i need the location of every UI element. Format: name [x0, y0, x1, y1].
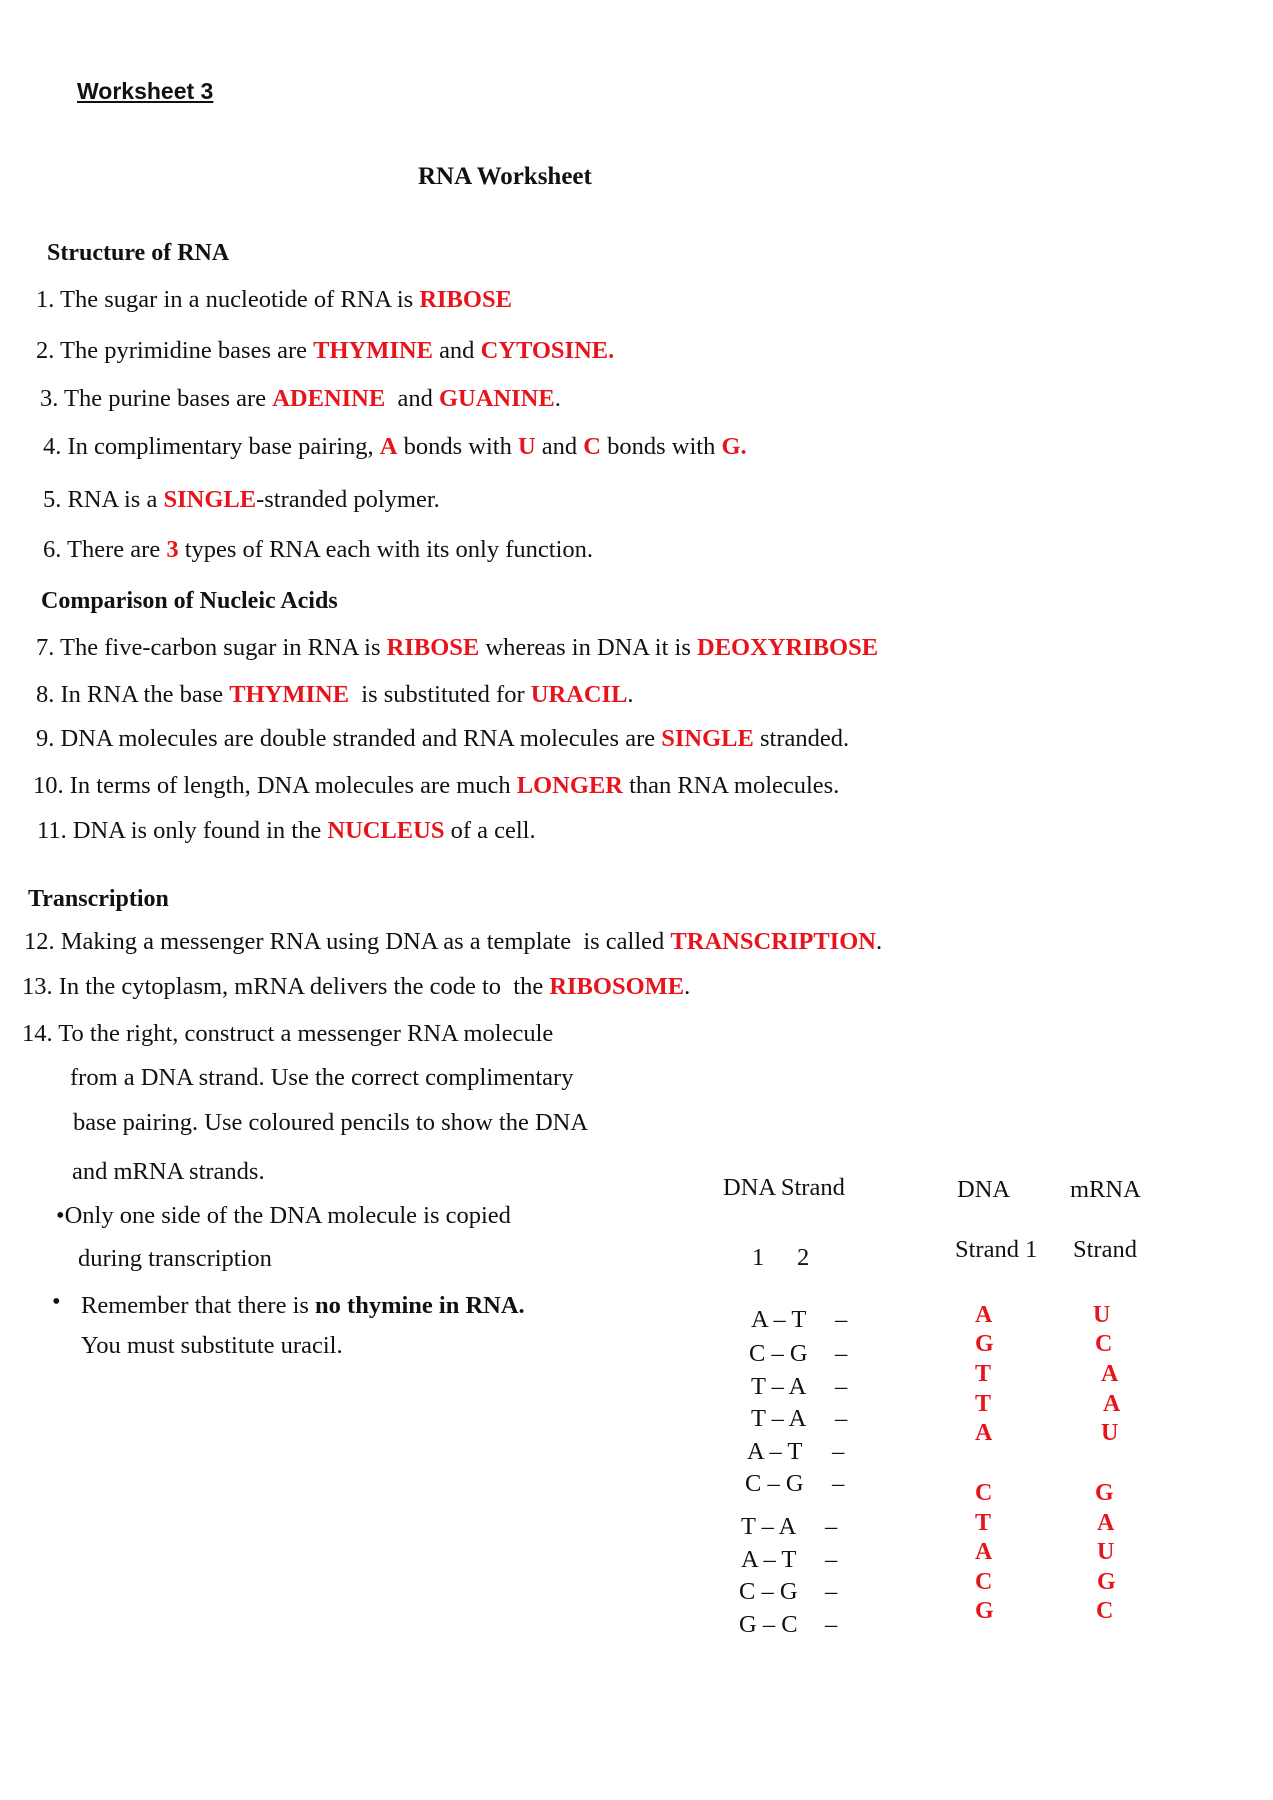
question-text: of a cell. [444, 817, 536, 844]
mrna-base: A [1097, 1510, 1115, 1536]
question-text: stranded. [753, 725, 850, 752]
base-pair: C – G [749, 1340, 808, 1367]
question-6 [43, 536, 593, 564]
question-2 [36, 337, 614, 365]
question-text: is substituted for [349, 681, 531, 708]
bullet-1-line-2: during transcription [78, 1245, 272, 1272]
question-text: whereas in DNA it is [479, 634, 697, 661]
dna-strand-1-base: C [975, 1569, 993, 1595]
answer: G. [721, 433, 747, 460]
section-transcription-heading: Transcription [28, 886, 169, 912]
question-text: 9. DNA molecules are double stranded and RNA molecules are [36, 725, 662, 752]
base-pair: T – A [751, 1405, 807, 1432]
table-header-dna: DNA [957, 1176, 1011, 1203]
blank-dash: – [835, 1306, 848, 1333]
question-text: 4. In complimentary base pairing, [43, 433, 380, 460]
answer: C [583, 433, 601, 460]
base-pair: C – G [745, 1470, 804, 1497]
answer: RIBOSE [419, 286, 512, 313]
mrna-base: U [1093, 1302, 1111, 1328]
question-text: types of RNA each with its only function. [178, 536, 594, 563]
question-text: and [432, 337, 481, 364]
question-4 [43, 433, 747, 461]
question-text: 10. In terms of length, DNA molecules are much [33, 772, 517, 799]
bullet-2-line-2: You must substitute uracil. [81, 1332, 343, 1359]
question-12 [24, 928, 882, 956]
section-comparison-heading: Comparison of Nucleic Acids [41, 588, 338, 614]
mrna-base: A [1103, 1391, 1121, 1417]
blank-dash: – [835, 1405, 848, 1432]
answer: DEOXYRIBOSE [697, 634, 879, 661]
question-text: 5. RNA is a [43, 486, 164, 513]
base-pair: A – T [747, 1438, 803, 1465]
dna-strand-1-base: G [975, 1598, 994, 1624]
answer: THYMINE [313, 337, 433, 364]
answer: SINGLE [163, 486, 257, 513]
section-structure-heading: Structure of RNA [47, 240, 230, 266]
dna-strand-1-base: A [975, 1539, 993, 1565]
answer: A [379, 433, 398, 460]
answer: NUCLEUS [327, 817, 445, 844]
mrna-base: C [1096, 1598, 1114, 1624]
table-header-strand-number-2: 2 [797, 1244, 810, 1271]
question-13 [22, 973, 690, 1001]
question-text: . [554, 385, 561, 412]
base-pair: G – C [739, 1611, 798, 1638]
question-text: 2. The pyrimidine bases are [36, 337, 314, 364]
question-text: than RNA molecules. [622, 772, 840, 799]
dna-strand-1-base: C [975, 1480, 993, 1506]
answer: 3 [166, 536, 179, 563]
blank-dash: – [832, 1470, 845, 1497]
question-11 [37, 817, 536, 845]
base-pair: T – A [751, 1373, 807, 1400]
question-9 [36, 725, 849, 753]
question-text: 7. The five-carbon sugar in RNA is [36, 634, 387, 661]
question-14-line-4: and mRNA strands. [72, 1158, 265, 1185]
dna-strand-1-base: A [975, 1420, 993, 1446]
mrna-base: C [1095, 1331, 1113, 1357]
question-text: 11. DNA is only found in the [37, 817, 328, 844]
mrna-base: U [1097, 1539, 1115, 1565]
blank-dash: – [825, 1611, 838, 1638]
mrna-base: U [1101, 1420, 1119, 1446]
answer: U [517, 433, 536, 460]
question-1 [36, 286, 512, 314]
question-text: 8. In RNA the base [36, 681, 230, 708]
bullet-bold-text: no thymine in RNA. [315, 1292, 525, 1319]
question-text: . [875, 928, 883, 955]
blank-dash: – [825, 1513, 838, 1540]
question-text: and [385, 385, 439, 412]
table-header-dna-strand: DNA Strand [723, 1174, 845, 1201]
question-text: 1. The sugar in a nucleotide of RNA is [36, 286, 420, 313]
question-14-line-2: from a DNA strand. Use the correct complimentary [70, 1064, 574, 1091]
question-14-line-3: base pairing. Use coloured pencils to show the DNA [73, 1109, 589, 1136]
answer: RIBOSE [386, 634, 480, 661]
dna-strand-1-base: G [975, 1331, 994, 1357]
answer: SINGLE [661, 725, 754, 752]
question-7 [36, 634, 878, 662]
bullet-text: Only one side of the DNA molecule is copied [64, 1202, 511, 1229]
bullet-2-dot-icon: • [52, 1288, 61, 1315]
question-8 [36, 681, 634, 709]
dna-strand-1-base: T [975, 1361, 992, 1387]
dna-strand-1-base: A [975, 1302, 993, 1328]
worksheet-header: Worksheet 3 [77, 78, 214, 104]
blank-dash: – [832, 1438, 845, 1465]
question-text: . [684, 973, 691, 1000]
question-5 [43, 486, 440, 514]
answer: GUANINE [438, 385, 555, 412]
question-text: 6. There are [43, 536, 167, 563]
question-text: and [535, 433, 584, 460]
base-pair: A – T [751, 1306, 807, 1333]
base-pair: T – A [741, 1513, 797, 1540]
table-header-mrna: mRNA [1070, 1176, 1141, 1203]
answer: ADENINE [272, 385, 386, 412]
answer: URACIL [530, 681, 628, 708]
bullet-dot-icon: • [56, 1202, 65, 1229]
blank-dash: – [835, 1373, 848, 1400]
dna-strand-1-base: T [975, 1510, 992, 1536]
table-header-strand-number-1: 1 [752, 1244, 765, 1271]
answer: CYTOSINE. [480, 337, 615, 364]
question-text: 3. The purine bases are [40, 385, 273, 412]
mrna-base: G [1095, 1480, 1114, 1506]
dna-strand-1-base: T [975, 1391, 992, 1417]
mrna-base: A [1101, 1361, 1119, 1387]
answer: TRANSCRIPTION [670, 928, 876, 955]
mrna-base: G [1097, 1569, 1116, 1595]
question-3 [40, 385, 561, 413]
answer: THYMINE [229, 681, 350, 708]
blank-dash: – [835, 1340, 848, 1367]
blank-dash: – [825, 1578, 838, 1605]
page-title: RNA Worksheet [418, 163, 592, 190]
base-pair: C – G [739, 1578, 798, 1605]
table-header-strand-1: Strand 1 [955, 1236, 1038, 1263]
question-text: 13. In the cytoplasm, mRNA delivers the code to the [22, 973, 550, 1000]
bullet-1 [56, 1202, 511, 1230]
question-14-line-1: 14. To the right, construct a messenger RNA molecule [22, 1020, 554, 1047]
question-text: . [627, 681, 634, 708]
question-text: bonds with [600, 433, 722, 460]
table-header-strand: Strand [1073, 1236, 1137, 1263]
base-pair: A – T [741, 1546, 797, 1573]
question-text: 12. Making a messenger RNA using DNA as a template is called [24, 928, 671, 955]
question-text: bonds with [397, 433, 518, 460]
blank-dash: – [825, 1546, 838, 1573]
question-text: -stranded polymer. [256, 486, 440, 513]
bullet-text: Remember that there is [81, 1292, 316, 1319]
answer: RIBOSOME [549, 973, 685, 1000]
question-10 [33, 772, 839, 800]
bullet-2 [81, 1292, 525, 1320]
answer: LONGER [516, 772, 623, 799]
